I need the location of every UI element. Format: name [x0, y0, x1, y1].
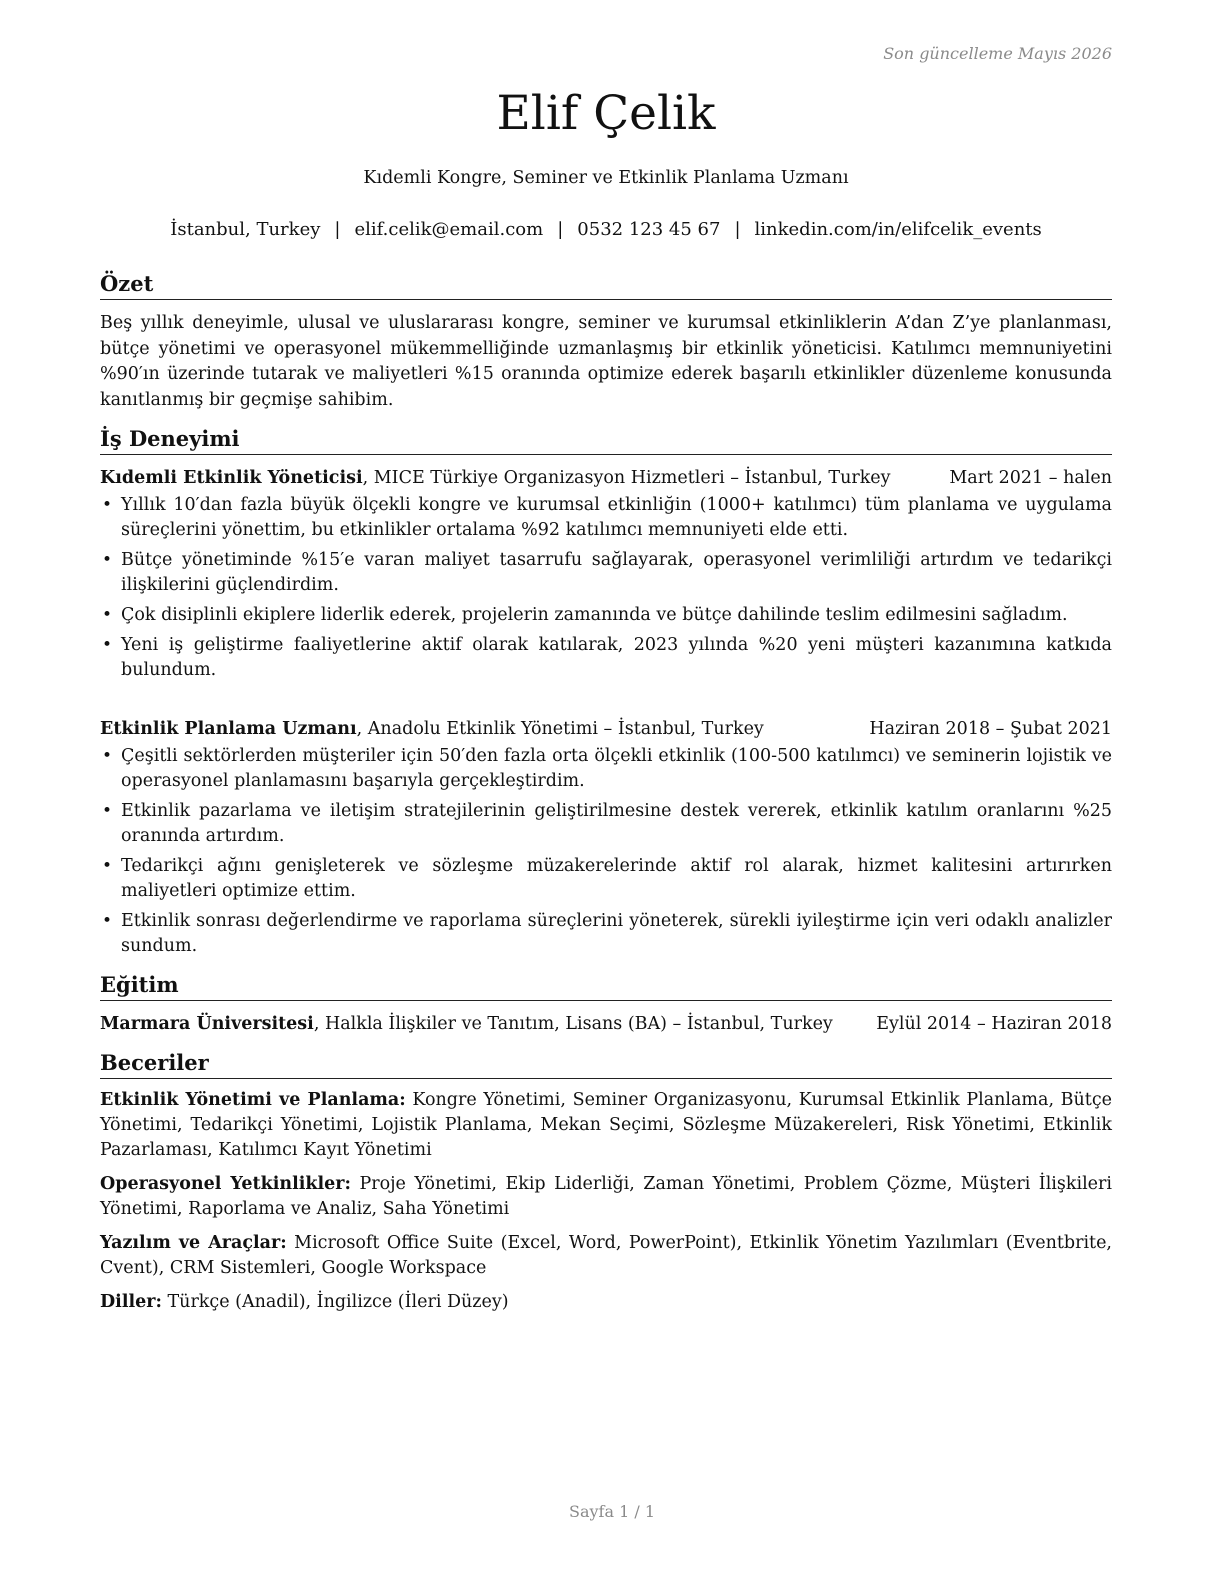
- contact-linkedin[interactable]: linkedin.com/in/elifcelik_events: [754, 219, 1042, 240]
- list-item: [100, 633, 1112, 683]
- job-role: Kıdemli Etkinlik Yöneticisi: [100, 468, 363, 488]
- education-section: [100, 971, 1112, 1037]
- contact-separator: |: [557, 219, 564, 240]
- contact-email[interactable]: elif.celik@email.com: [354, 219, 544, 240]
- bullet-text: Etkinlik pazarlama ve iletişim stratejilerinin geliştirilmesine destek vererek, etkinlik katılım oranlarını %25 oranında artırdım.: [121, 801, 1112, 846]
- bullet-dot: •: [102, 911, 113, 931]
- resume-content: [100, 270, 1112, 1327]
- job-dates: Mart 2021 – halen: [949, 468, 1112, 488]
- list-item: [100, 799, 1112, 849]
- job-bullets: [100, 744, 1112, 959]
- bullet-text: Etkinlik sonrası değerlendirme ve raporlama süreçlerini yöneterek, sürekli iyileştirme için veri odaklı analizler sundum.: [121, 911, 1112, 956]
- skills-section: [100, 1049, 1112, 1315]
- education-detail: , Halkla İlişkiler ve Tanıtım, Lisans (BA) – İstanbul, Turkey: [313, 1014, 833, 1034]
- skill-label: Operasyonel Yetkinlikler:: [100, 1174, 351, 1194]
- bullet-text: Yıllık 10′dan fazla büyük ölçekli kongre ve kurumsal etkinliğin (1000+ katılımcı) tüm planlama ve uygulama süreçlerini yönettim, bu etkinlikler ortalama %92 katılımcı memnuniyeti elde etti.: [121, 495, 1112, 540]
- job-dates: Haziran 2018 – Şubat 2021: [869, 719, 1112, 739]
- skill-row: [100, 1088, 1112, 1163]
- bullet-dot: •: [102, 550, 113, 570]
- bullet-text: Bütçe yönetiminde %15′e varan maliyet tasarrufu sağlayarak, operasyonel verimliliği artırdım ve tedarikçi ilişkilerini güçlendirdim.: [121, 550, 1112, 595]
- bullet-dot: •: [102, 495, 113, 515]
- page-number: Sayfa 1 / 1: [568, 1502, 655, 1521]
- bullet-dot: •: [102, 605, 113, 625]
- summary-text: Beş yıllık deneyimle, ulusal ve uluslararası kongre, seminer ve kurumsal etkinliklerin A’dan Z’ye planlanması, bütçe yönetimi ve operasyonel mükemmelliğinde uzmanlaşmış bir etkinlik yöneticisi. Katılımcı memnuniyetini %90′ın üzerinde tutarak ve maliyetleri %15 oranında optimize ederek başarılı etkinlikler düzenleme konusunda kanıtlanmış bir geçmişe sahibim.: [100, 313, 1112, 410]
- list-item: [100, 909, 1112, 959]
- skill-text: Kongre Yönetimi, Seminer Organizasyonu, Kurumsal Etkinlik Planlama, Bütçe Yönetimi, Tedarikçi Yönetimi, Lojistik Planlama, Mekan Seçimi, Sözleşme Müzakereleri, Risk Yönetimi, Etkinlik Pazarlaması, Katılımcı Kayıt Yönetimi: [100, 1090, 1112, 1160]
- bullet-text: Tedarikçi ağını genişleterek ve sözleşme müzakerelerinde aktif rol alarak, hizmet kalitesini artırırken maliyetleri optimize ettim.: [121, 856, 1112, 901]
- job-bullets: [100, 493, 1112, 683]
- skill-label: Etkinlik Yönetimi ve Planlama:: [100, 1090, 406, 1110]
- job-company: , MICE Türkiye Organizasyon Hizmetleri – İstanbul, Turkey: [362, 468, 891, 488]
- list-item: [100, 744, 1112, 794]
- job-header: [100, 466, 1112, 491]
- job-role: Etkinlik Planlama Uzmanı: [100, 719, 357, 739]
- list-item: [100, 493, 1112, 543]
- job-company: , Anadolu Etkinlik Yönetimi – İstanbul, Turkey: [356, 719, 764, 739]
- skill-text: Proje Yönetimi, Ekip Liderliği, Zaman Yönetimi, Problem Çözme, Müşteri İlişkileri Yönetimi, Raporlama ve Analiz, Saha Yönetimi: [100, 1174, 1112, 1219]
- job-header: [100, 717, 1112, 742]
- list-item: [100, 548, 1112, 598]
- skill-row: [100, 1231, 1112, 1281]
- bullet-dot: •: [102, 801, 113, 821]
- contact-line: [100, 219, 1112, 240]
- contact-phone: 0532 123 45 67: [577, 219, 721, 240]
- skill-row: [100, 1290, 1112, 1315]
- list-item: [100, 603, 1112, 628]
- summary-section: [100, 270, 1112, 413]
- section-heading-education: Eğitim: [100, 971, 1112, 1001]
- bullet-text: Çeşitli sektörlerden müşteriler için 50′den fazla orta ölçekli etkinlik (100-500 katılımcı) ve seminerin lojistik ve operasyonel planlamasını başarıyla gerçekleştirdim.: [121, 746, 1112, 791]
- contact-separator: |: [334, 219, 341, 240]
- bullet-dot: •: [102, 635, 113, 655]
- skill-row: [100, 1172, 1112, 1222]
- education-entry: [100, 1012, 1112, 1037]
- experience-section: [100, 425, 1112, 959]
- bullet-dot: •: [102, 746, 113, 766]
- skill-label: Yazılım ve Araçlar:: [100, 1233, 287, 1253]
- education-school: Marmara Üniversitesi: [100, 1014, 314, 1034]
- contact-separator: |: [734, 219, 741, 240]
- bullet-dot: •: [102, 856, 113, 876]
- candidate-title: Kıdemli Kongre, Seminer ve Etkinlik Planlama Uzmanı: [363, 168, 849, 188]
- skill-text: Türkçe (Anadil), İngilizce (İleri Düzey): [161, 1292, 509, 1312]
- education-dates: Eylül 2014 – Haziran 2018: [876, 1014, 1112, 1034]
- bullet-text: Yeni iş geliştirme faaliyetlerine aktif olarak katılarak, 2023 yılında %20 yeni müşteri kazanımına katkıda bulundum.: [121, 635, 1112, 680]
- candidate-name: Elif Çelik: [496, 86, 716, 141]
- skill-label: Diller:: [100, 1292, 162, 1312]
- section-heading-experience: İş Deneyimi: [100, 425, 1112, 455]
- section-heading-summary: Özet: [100, 270, 1112, 300]
- section-heading-skills: Beceriler: [100, 1049, 1112, 1079]
- contact-location: İstanbul, Turkey: [170, 219, 321, 240]
- last-updated: Son güncelleme Mayıs 2026: [883, 44, 1112, 63]
- list-item: [100, 854, 1112, 904]
- skill-text: Microsoft Office Suite (Excel, Word, PowerPoint), Etkinlik Yönetim Yazılımları (Eventbrite, Cvent), CRM Sistemleri, Google Workspace: [100, 1233, 1112, 1278]
- bullet-text: Çok disiplinli ekiplere liderlik ederek, projelerin zamanında ve bütçe dahilinde teslim edilmesini sağladım.: [121, 605, 1068, 625]
